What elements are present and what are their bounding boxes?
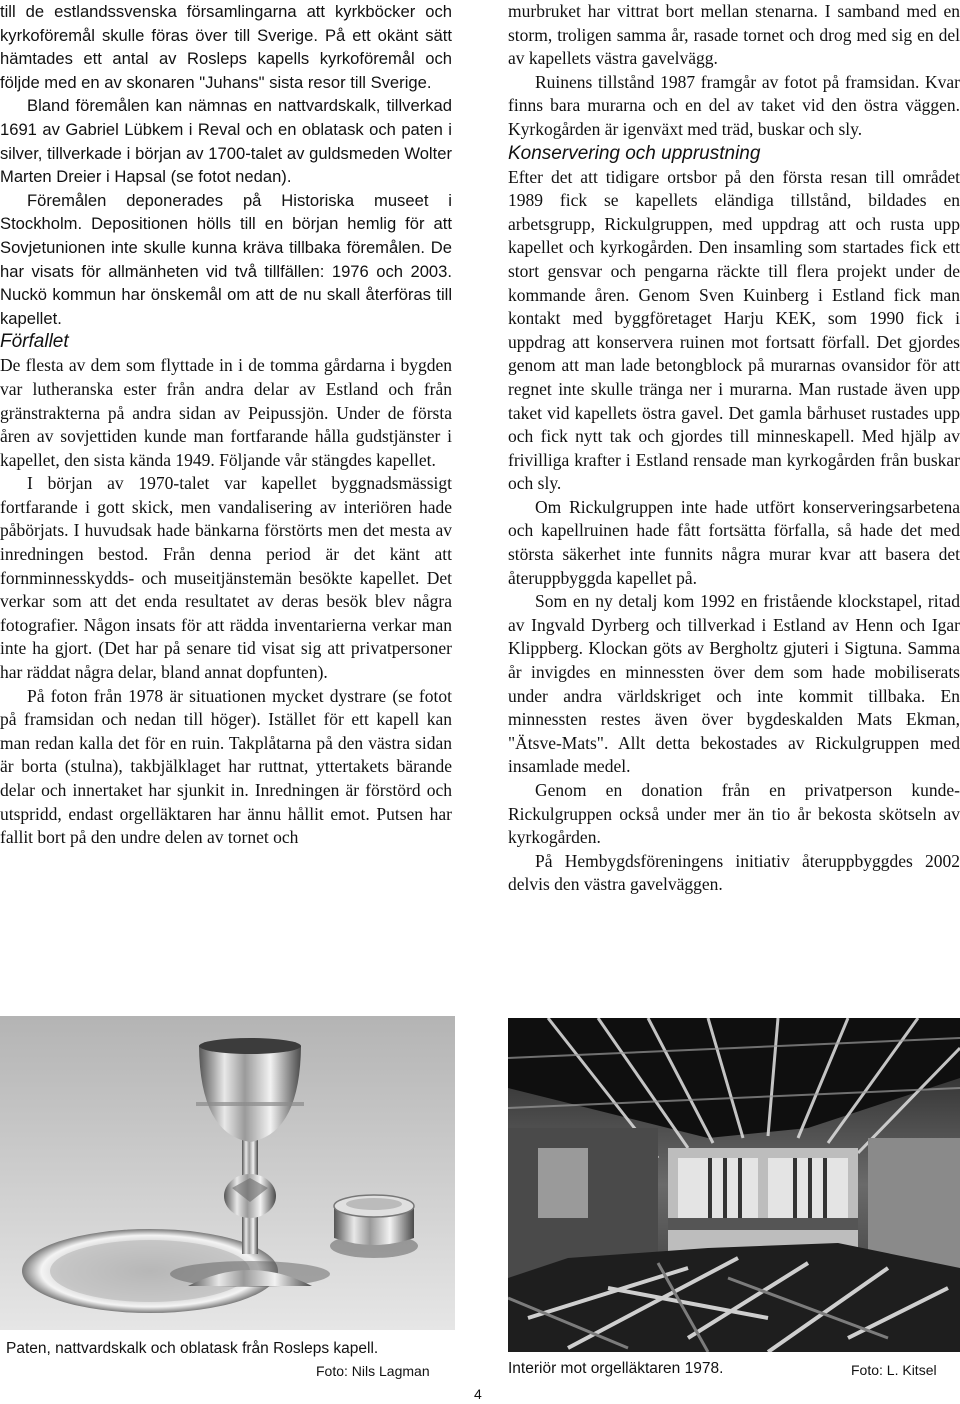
section-heading-forfallet: Förfallet — [0, 331, 69, 353]
paragraph: Föremålen deponerades på Historiska museet i Stockholm. Depositionen hölls till en början hemlig för att Sovjetunionen inte skulle kunna kräva tillbaka föremålen. De har visats för allmänheten vid två tillfällen: 1976 och 2003. Nuckö kommun har önskemål om att de nu skall återföras till kapellet. — [0, 190, 452, 328]
paragraph: murbruket har vittrat bort mellan stenarna. I samband med en storm, troligen samma år, rasade tornet och drog med sig en del av kapellets västra gavelvägg. — [508, 1, 960, 69]
paragraph: Som en ny detalj kom 1992 en fristående klockstapel, ritad av Ingvald Dyrberg och tillverkad i Estland av Henn och Igar Klippberg. Klockan göts av Bergholtz gjuteri i Sigtuna. Samma år invigdes en minnessten över dem som hade mobiliserats under andra världskriget och inte kommit tillbaka. En minnessten restes även över bygdeskalden Mats Ekman, "Ätsve-Mats". Allt detta bekostades av Rickulgruppen med insamlade medel. — [508, 591, 960, 777]
paragraph: På foton från 1978 är situationen mycket dystrare (se fotot på framsidan och nedan till höger). Istället för ett kapell kan man redan kalla det för en ruin. Takplåtarna på den västra sidan är borta (stulna), takbjälklaget har ruttnat, yttertakets bärande delar och innertaket har sjunkit in. Inredningen är förstörd och utspridd, endast orgelläktaren har ännu hållit emot. Putsen har fallit bort på den undre delen av tornet och — [0, 685, 452, 848]
photo-caption-right: Interiör mot orgelläktaren 1978. — [508, 1360, 724, 1377]
paragraph: Ruinens tillstånd 1987 framgår av fotot på framsidan. Kvar finns bara murarna och en del av taket vid den östra väggen. Kyrkogården är igenväxt med träd, buskar och sly. — [508, 71, 960, 139]
paragraph: Genom en donation från en privatperson kundeRickulgruppen också under mer än tio år bekosta skötseln av kyrkogården. — [508, 780, 960, 848]
photo-credit-right: Foto: L. Kitsel — [851, 1362, 937, 1378]
paragraph: Bland föremålen kan nämnas en nattvardskalk, tillverkad 1691 av Gabriel Lübkem i Reval och en oblatask och paten i silver, tillverkade i början av 1700-talet av guldsmeden Wolter Marten Dreier i Hapsal (se fotot nedan). — [0, 96, 452, 187]
ruin-interior-photo — [508, 1018, 960, 1352]
paragraph: Om Rickulgruppen inte hade utfört konserveringsarbetena och kapellruinen hade fått fortsätta förfalla, så hade det med största säkerhet inte funnits några murar kvar att basera det återuppbyggda kapellet på. — [508, 496, 960, 588]
photo-credit-left: Foto: Nils Lagman — [316, 1363, 430, 1379]
photo-caption-left: Paten, nattvardskalk och oblatask från Rosleps kapell. — [6, 1340, 379, 1357]
right-column — [508, 0, 960, 897]
paragraph: På Hembygdsföreningens initiativ återuppbyggdes 2002 delvis den västra gavelväggen. — [508, 850, 960, 895]
paragraph: till de estlandssvenska församlingarna att kyrkböcker och kyrkoföremål skulle föras över till Sverige. På ett okänt sätt hämtades ett antal av Rosleps kapells kyrkoföremål och följde med en av skonaren "Juhans" sista resor till Sverige. — [0, 2, 452, 92]
paragraph: I början av 1970-talet var kapellet byggnadsmässigt fortfarande i gott skick, men vandalisering av interiören hade påbörjats. I huvudsak hade bänkarna förstörts men det mesta av inredningen bestod. Från denna period är det känt att fornminnesskydds- och museitjänstemän besökte kapellet. Det verkar som att det enda resultatet av deras besök blev några fotografier. Någon insats för att rädda inventarierna verkar man inte ha gjort. (Det har på senare tid visat sig att privatpersoner har räddat några delar, bland annat dopfunten). — [0, 473, 452, 683]
left-column — [0, 0, 452, 850]
paragraph: Efter det att tidigare ortsbor på den första resan till området 1989 fick se kapellets eländiga tillstånd, bildades en arbetsgrupp, Rickulgruppen, med uppdrag att och rusta upp kapellet och kyrkogården. Den insamling som startades fick ett stort gensvar och pengarna räckte till flera projekt under de kommande åren. Genom Sven Kuinberg i Estland fick man kontakt med byggföretaget Harju KEK, som 1990 fick i uppdrag att konservera ruinen mot fortsatt förfall. Det gjordes genom att man lade betongblock på murarnas ovansidor för att regnet inte skulle tränga ner i murarna. Man rustade även upp taket vid kapellets östra gavel. Det gamla bårhuset rustades upp och fick nytt tak och gjordes till minneskapell. Med hjälp av frivilliga krafter i Estland rensade man kyrkogården från buskar och sly. — [508, 166, 960, 494]
section-heading-konservering: Konservering och upprustning — [508, 142, 761, 164]
page-number: 4 — [474, 1386, 482, 1402]
paragraph: De flesta av dem som flyttade in i de tomma gårdarna i bygden var lutheranska ester från andra delar av Estland och från gränstrakterna på andra sidan av Peipussjön. Under de första åren av sovjettiden kunde man fortfarande hålla gudstjänster i kapellet, den sista kända 1949. Följande vår stängdes kapellet. — [0, 355, 452, 470]
chalice-photo — [0, 1016, 455, 1330]
